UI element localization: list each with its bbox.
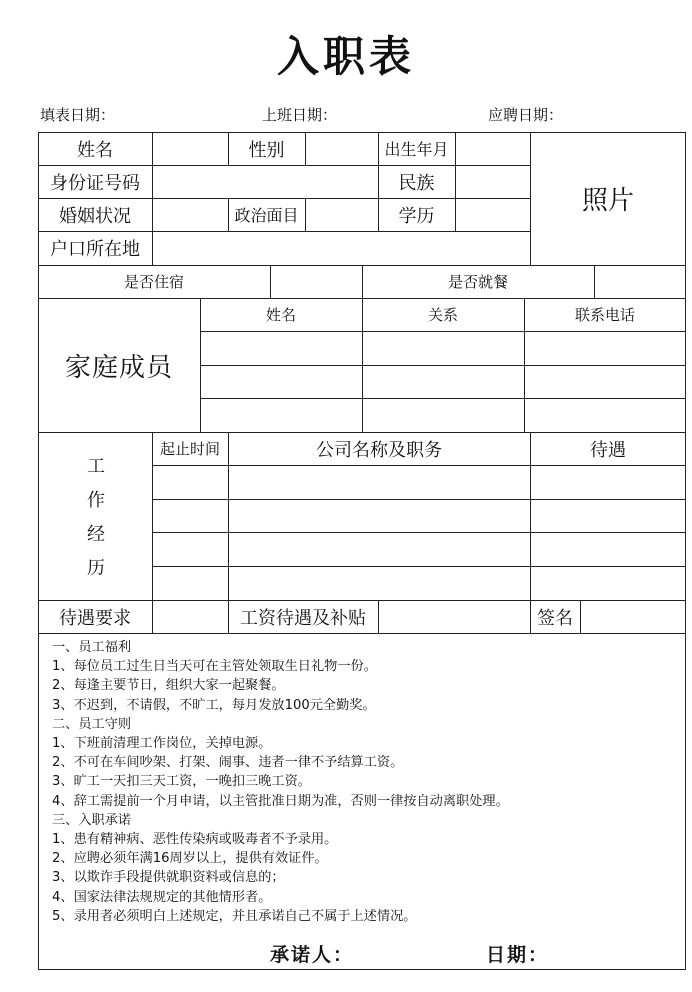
family-members-label: 家庭成员 <box>64 352 173 383</box>
work-label-char: 作 <box>87 490 105 511</box>
work-label-char: 工 <box>87 456 105 477</box>
work-label-char: 经 <box>87 524 105 545</box>
rule-item: 4、国家法律法规规定的其他情形者。 <box>52 889 272 905</box>
birth-label: 出生年月 <box>384 140 449 159</box>
rules-section <box>52 638 509 926</box>
rules-heading: 二、员工守则 <box>52 716 132 732</box>
grid-line <box>200 331 686 332</box>
work-col-period: 起止时间 <box>159 440 220 458</box>
ethnicity-label: 民族 <box>398 172 435 194</box>
fill-date-label: 填表日期： <box>40 106 116 124</box>
grid-line <box>152 499 686 500</box>
rule-item: 3、旷工一天扣三天工资，一晚扣三晚工资。 <box>52 774 311 790</box>
footer-date-label: 日期： <box>486 944 550 966</box>
grid-line <box>455 132 456 231</box>
family-col-relation: 关系 <box>427 306 458 324</box>
grid-line <box>270 265 271 298</box>
grid-line <box>200 365 686 366</box>
photo-label: 照片 <box>581 186 634 216</box>
work-label-char: 历 <box>87 558 105 579</box>
grid-line <box>594 265 595 298</box>
promisor-label: 承诺人： <box>270 944 355 966</box>
hukou-label: 户口所在地 <box>50 239 140 260</box>
start-date-label: 上班日期： <box>262 106 338 124</box>
allowance-label: 工资待遇及补贴 <box>240 607 366 629</box>
rule-item: 1、下班前清理工作岗位，关掉电源。 <box>52 736 272 752</box>
grid-line <box>305 198 306 231</box>
id-number-label: 身份证号码 <box>50 172 140 194</box>
grid-line <box>580 600 581 633</box>
page-title: 入职表 <box>276 32 415 81</box>
work-experience-label <box>84 450 108 586</box>
education-label: 学历 <box>398 205 435 227</box>
grid-line <box>378 600 379 633</box>
signature-label: 签名 <box>537 607 573 629</box>
marital-label: 婚姻状况 <box>59 205 131 227</box>
rule-item: 4、辞工需提前一个月申请，以主管批准日期为准，否则一律按自动离职处理。 <box>52 793 509 809</box>
grid-line <box>305 132 306 165</box>
work-col-pay: 待遇 <box>590 439 626 461</box>
grid-line <box>200 398 686 399</box>
political-label: 政治面目 <box>234 206 299 225</box>
grid-line <box>152 465 686 466</box>
work-col-company: 公司名称及职务 <box>316 439 442 461</box>
rule-item: 5、录用者必须明白上述规定，并且承诺自己不属于上述情况。 <box>52 908 417 924</box>
rule-item: 1、每位员工过生日当天可在主管处领取生日礼物一份。 <box>52 659 377 675</box>
name-label: 姓名 <box>77 139 113 161</box>
family-col-name: 姓名 <box>265 306 296 324</box>
rule-item: 2、不可在车间吵架、打架、闹事、违者一律不予结算工资。 <box>52 755 404 771</box>
grid-line <box>152 532 686 533</box>
rule-item: 2、每逢主要节日，组织大家一起聚餐。 <box>52 678 285 694</box>
rule-item: 3、不迟到，不请假，不旷工，每月发放100元全勤奖。 <box>52 697 376 713</box>
rules-heading: 三、入职承诺 <box>52 812 132 828</box>
grid-line <box>152 600 153 633</box>
salary-requirement-label: 待遇要求 <box>59 607 131 629</box>
gender-label: 性别 <box>248 139 285 161</box>
meals-label: 是否就餐 <box>447 273 508 291</box>
grid-line <box>152 566 686 567</box>
rules-heading: 一、员工福利 <box>52 640 132 655</box>
rule-item: 2、应聘必须年满16周岁以上，提供有效证件。 <box>52 851 328 867</box>
grid-line <box>152 132 153 265</box>
rule-item: 3、以欺诈手段提供就职资料或信息的； <box>52 870 285 886</box>
family-col-phone: 联系电话 <box>574 306 635 324</box>
grid-line <box>38 633 686 634</box>
apply-date-label: 应聘日期： <box>488 106 564 124</box>
rule-item: 1、患有精神病、恶性传染病或吸毒者不予录用。 <box>52 832 338 848</box>
accommodation-label: 是否住宿 <box>123 273 184 291</box>
